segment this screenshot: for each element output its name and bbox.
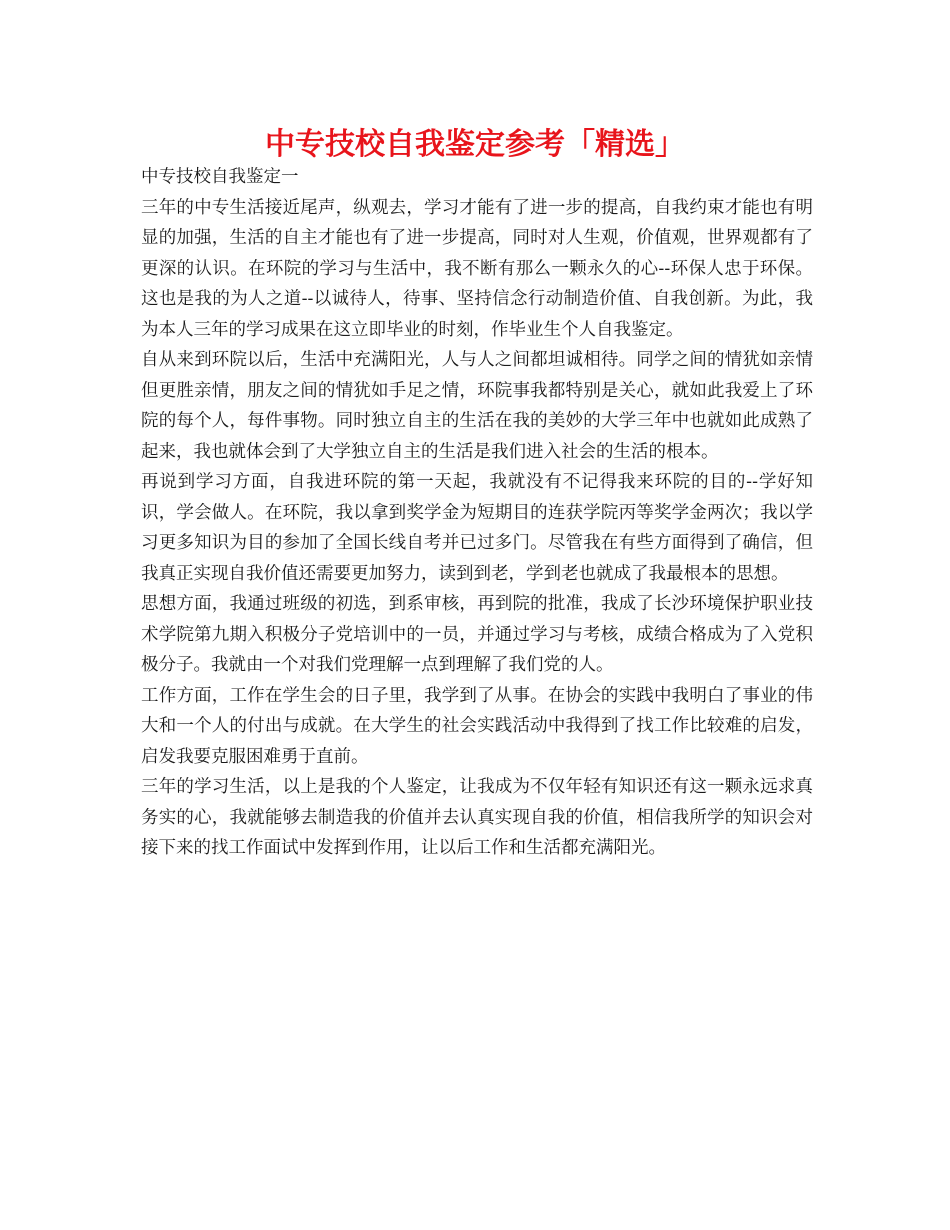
document-body (141, 162, 813, 864)
document-title: 中专技校自我鉴定参考「精选」 (265, 127, 685, 162)
paragraph-3: 再说到学习方面，自我进环院的第一天起，我就没有不记得我来环院的目的--学好知识，学会做人。在环院，我以拿到奖学金为短期目的连获学院丙等奖学金两次；我以学习更多知识为目的参加了全国长线自考并已过多门。尽管我在有些方面得到了确信，但我真正实现自我价值还需要更加努力，读到到老，学到老也就成了我最根本的思想。 (141, 472, 813, 584)
paragraph-1: 三年的中专生活接近尾声，纵观去，学习才能有了进一步的提高，自我约束才能也有明显的加强，生活的自主才能也有了进一步提高，同时对人生观，价值观，世界观都有了更深的认识。在环院的学习与生活中，我不断有那么一颗永久的心--环保人忠于环保。这也是我的为人之道--以诚待人，待事、坚持信念行动制造价值、自我创新。为此，我为本人三年的学习成果在这立即毕业的时刻，作毕业生个人自我鉴定。 (141, 197, 813, 340)
paragraph-4: 思想方面，我通过班级的初选，到系审核，再到院的批准，我成了长沙环境保护职业技术学院第九期入积极分子党培训中的一员，并通过学习与考核，成绩合格成为了入党积极分子。我就由一个对我们党理解一点到理解了我们党的人。 (141, 594, 813, 675)
paragraph-2: 自从来到环院以后，生活中充满阳光，人与人之间都坦诚相待。同学之间的情犹如亲情但更胜亲情，朋友之间的情犹如手足之情，环院事我都特别是关心，就如此我爱上了环院的每个人，每件事物。同时独立自主的生活在我的美妙的大学三年中也就如此成熟了起来，我也就体会到了大学独立自主的生活是我们进入社会的生活的根本。 (141, 350, 813, 462)
paragraph-5: 工作方面，工作在学生会的日子里，我学到了从事。在协会的实践中我明白了事业的伟大和一个人的付出与成就。在大学生的社会实践活动中我得到了找工作比较难的启发，启发我要克服困难勇于直前。 (141, 685, 813, 767)
section-heading: 中专技校自我鉴定一 (141, 167, 299, 187)
paragraph-6: 三年的学习生活，以上是我的个人鉴定，让我成为不仅年轻有知识还有这一颗永远求真务实的心，我就能够去制造我的价值并去认真实现自我的价值，相信我所学的知识会对接下来的找工作面试中发挥到作用，让以后工作和生活都充满阳光。 (141, 777, 813, 858)
